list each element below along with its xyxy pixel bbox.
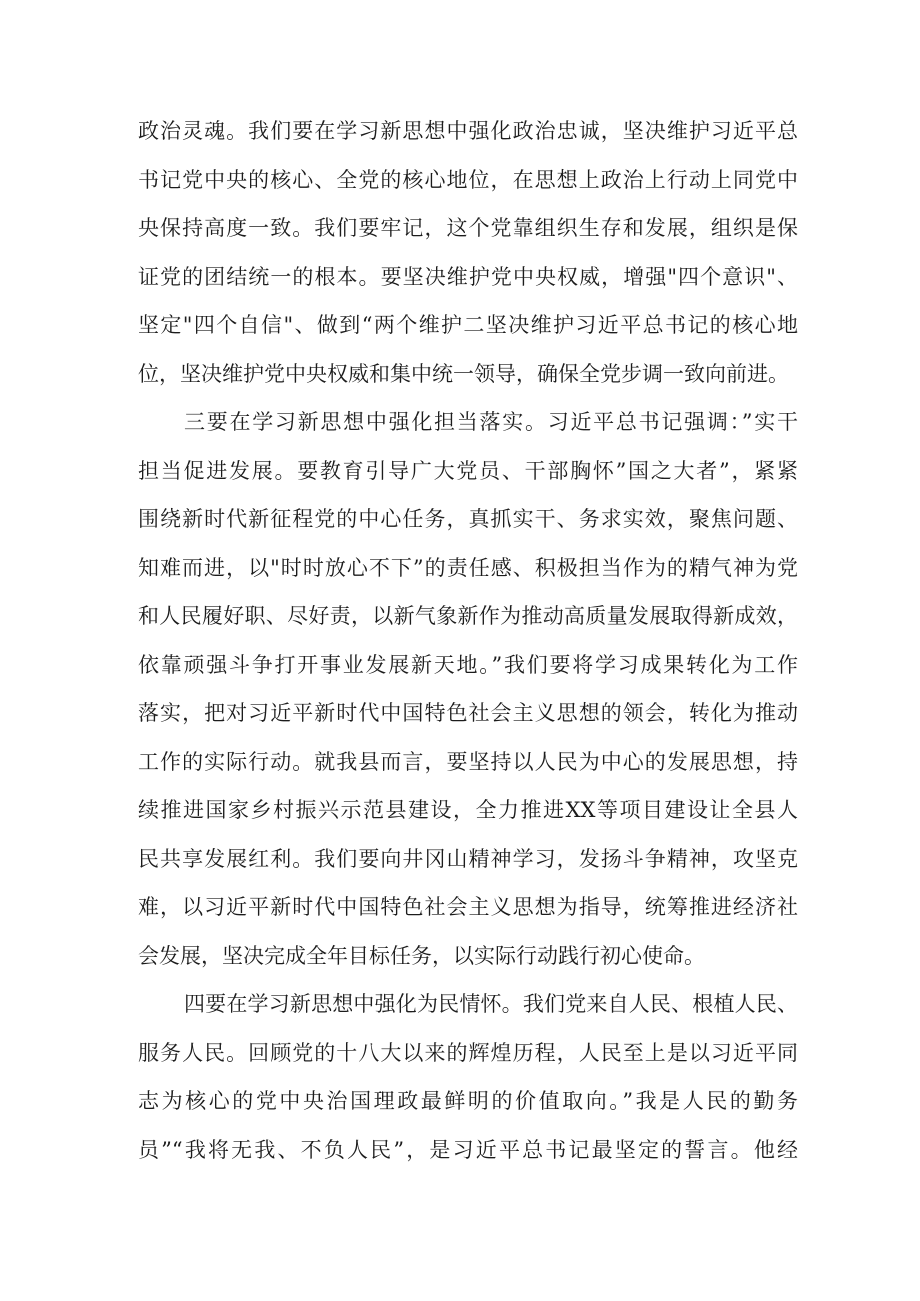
text-line: 服务人民。回顾党的十八大以来的辉煌历程，人民至上是以习近平同 bbox=[138, 1041, 798, 1065]
text-line: 央保持高度一致。我们要牢记，这个党靠组织生存和发展，组织是保 bbox=[138, 216, 798, 240]
text-line: 工作的实际行动。就我县而言，要坚持以人民为中心的发展思想，持 bbox=[138, 750, 798, 774]
paragraph-first-line: 三要在学习新思想中强化担当落实。习近平总书记强调：”实干 bbox=[184, 410, 798, 434]
text-line: 围绕新时代新征程党的中心任务，真抓实干、务求实效，聚焦问题、 bbox=[138, 507, 798, 531]
text-line: 政治灵魂。我们要在学习新思想中强化政治忠诚，坚决维护习近平总 bbox=[138, 119, 798, 143]
text-line: 书记党中央的核心、全党的核心地位，在思想上政治上行动上同党中 bbox=[138, 168, 798, 192]
text-line: 和人民履好职、尽好责，以新气象新作为推动高质量发展取得新成效， bbox=[138, 604, 798, 628]
text-line: 位，坚决维护党中央权威和集中统一领导，确保全党步调一致向前进。 bbox=[138, 362, 789, 386]
text-line: 依靠顽强斗争打开事业发展新天地。”我们要将学习成果转化为工作 bbox=[138, 653, 798, 677]
text-line: 落实，把对习近平新时代中国特色社会主义思想的领会，转化为推动 bbox=[138, 701, 798, 725]
text-line: 续推进国家乡村振兴示范县建设，全力推进XX等项目建设让全县人 bbox=[138, 798, 798, 822]
text-line: 证党的团结统一的根本。要坚决维护党中央权威，增强"四个意识"、 bbox=[138, 265, 798, 289]
text-line: 知难而进，以"时时放心不下”的责任感、积极担当作为的精气神为党 bbox=[138, 556, 798, 580]
text-line: 担当促进发展。要教育引导广大党员、干部胸怀”国之大者”，紧紧 bbox=[138, 459, 798, 483]
text-line: 志为核心的党中央治国理政最鲜明的价值取向。”我是人民的勤务 bbox=[138, 1089, 798, 1113]
paragraph-first-line: 四要在学习新思想中强化为民情怀。我们党来自人民、根植人民、 bbox=[184, 992, 798, 1016]
text-line: 会发展，坚决完成全年目标任务，以实际行动践行初心使命。 bbox=[138, 944, 705, 968]
text-line: 难，以习近平新时代中国特色社会主义思想为指导，统筹推进经济社 bbox=[138, 895, 798, 919]
text-line: 员”“我将无我、不负人民”，是习近平总书记最坚定的誓言。他经 bbox=[138, 1138, 798, 1162]
text-line: 民共享发展红利。我们要向井冈山精神学习，发扬斗争精神，攻坚克 bbox=[138, 847, 798, 871]
text-line: 坚定"四个自信"、做到“两个维护二坚决维护习近平总书记的核心地 bbox=[138, 313, 798, 337]
